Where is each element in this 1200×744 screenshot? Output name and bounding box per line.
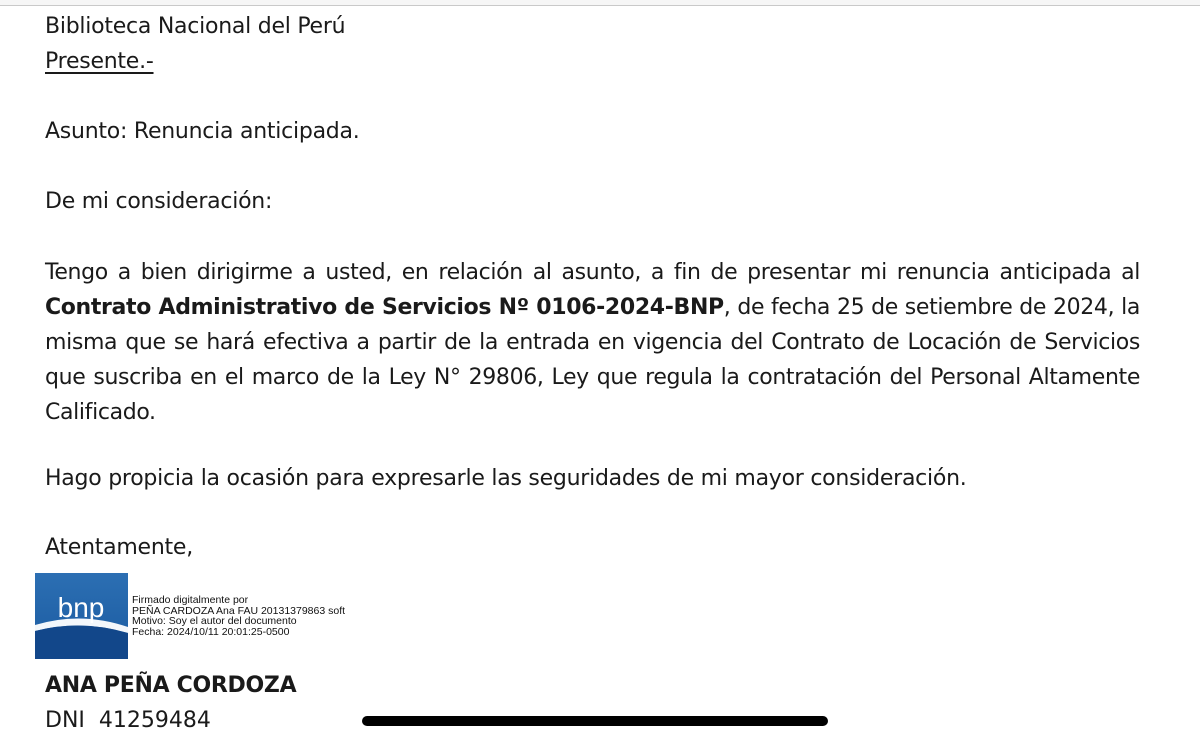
logo-text: bnp bbox=[57, 592, 105, 623]
signer-name: ANA PEÑA CORDOZA bbox=[45, 673, 297, 698]
signature-line: Motivo: Soy el autor del documento bbox=[132, 615, 297, 627]
signature-line: PEÑA CARDOZA Ana FAU 20131379863 soft bbox=[132, 604, 346, 617]
signature-line: Fecha: 2024/10/11 20:01:25-0500 bbox=[132, 625, 290, 638]
top-edge bbox=[0, 0, 1200, 6]
signature-details bbox=[132, 595, 345, 637]
closing-sentence: Hago propicia la ocasión para expresarle las seguridades de mi mayor consideración. bbox=[45, 466, 967, 491]
presente: Presente.- bbox=[45, 49, 154, 74]
subject: Asunto: Renuncia anticipada. bbox=[45, 119, 360, 144]
home-indicator-bar[interactable] bbox=[362, 716, 828, 726]
signer-dni: DNI 41259484 bbox=[45, 708, 211, 733]
bnp-logo-mark bbox=[35, 573, 128, 659]
recipient: Biblioteca Nacional del Perú bbox=[45, 14, 346, 39]
signature-line: Firmado digitalmente por bbox=[132, 594, 249, 606]
paragraph-text-1: Tengo a bien dirigirme a usted, en relación al asunto, a fin de presentar mi renuncia anticipada al bbox=[45, 260, 1140, 285]
salutation: De mi consideración: bbox=[45, 189, 273, 214]
sign-off: Atentamente, bbox=[45, 535, 193, 560]
paragraph-text-2: , de fecha 25 de setiembre de 2024, la misma que se hará efectiva a partir de la entrada en vigencia del Contrato de Locación de Servicios que suscriba en el marco de la Ley N° 29806, Ley que regula la contratación del Personal Altamente Calificado. bbox=[45, 295, 1141, 425]
contract-reference: Contrato Administrativo de Servicios Nº 0106-2024-BNP bbox=[45, 295, 724, 320]
bnp-logo bbox=[35, 573, 128, 659]
main-paragraph bbox=[45, 255, 1140, 430]
digital-signature bbox=[35, 573, 375, 659]
